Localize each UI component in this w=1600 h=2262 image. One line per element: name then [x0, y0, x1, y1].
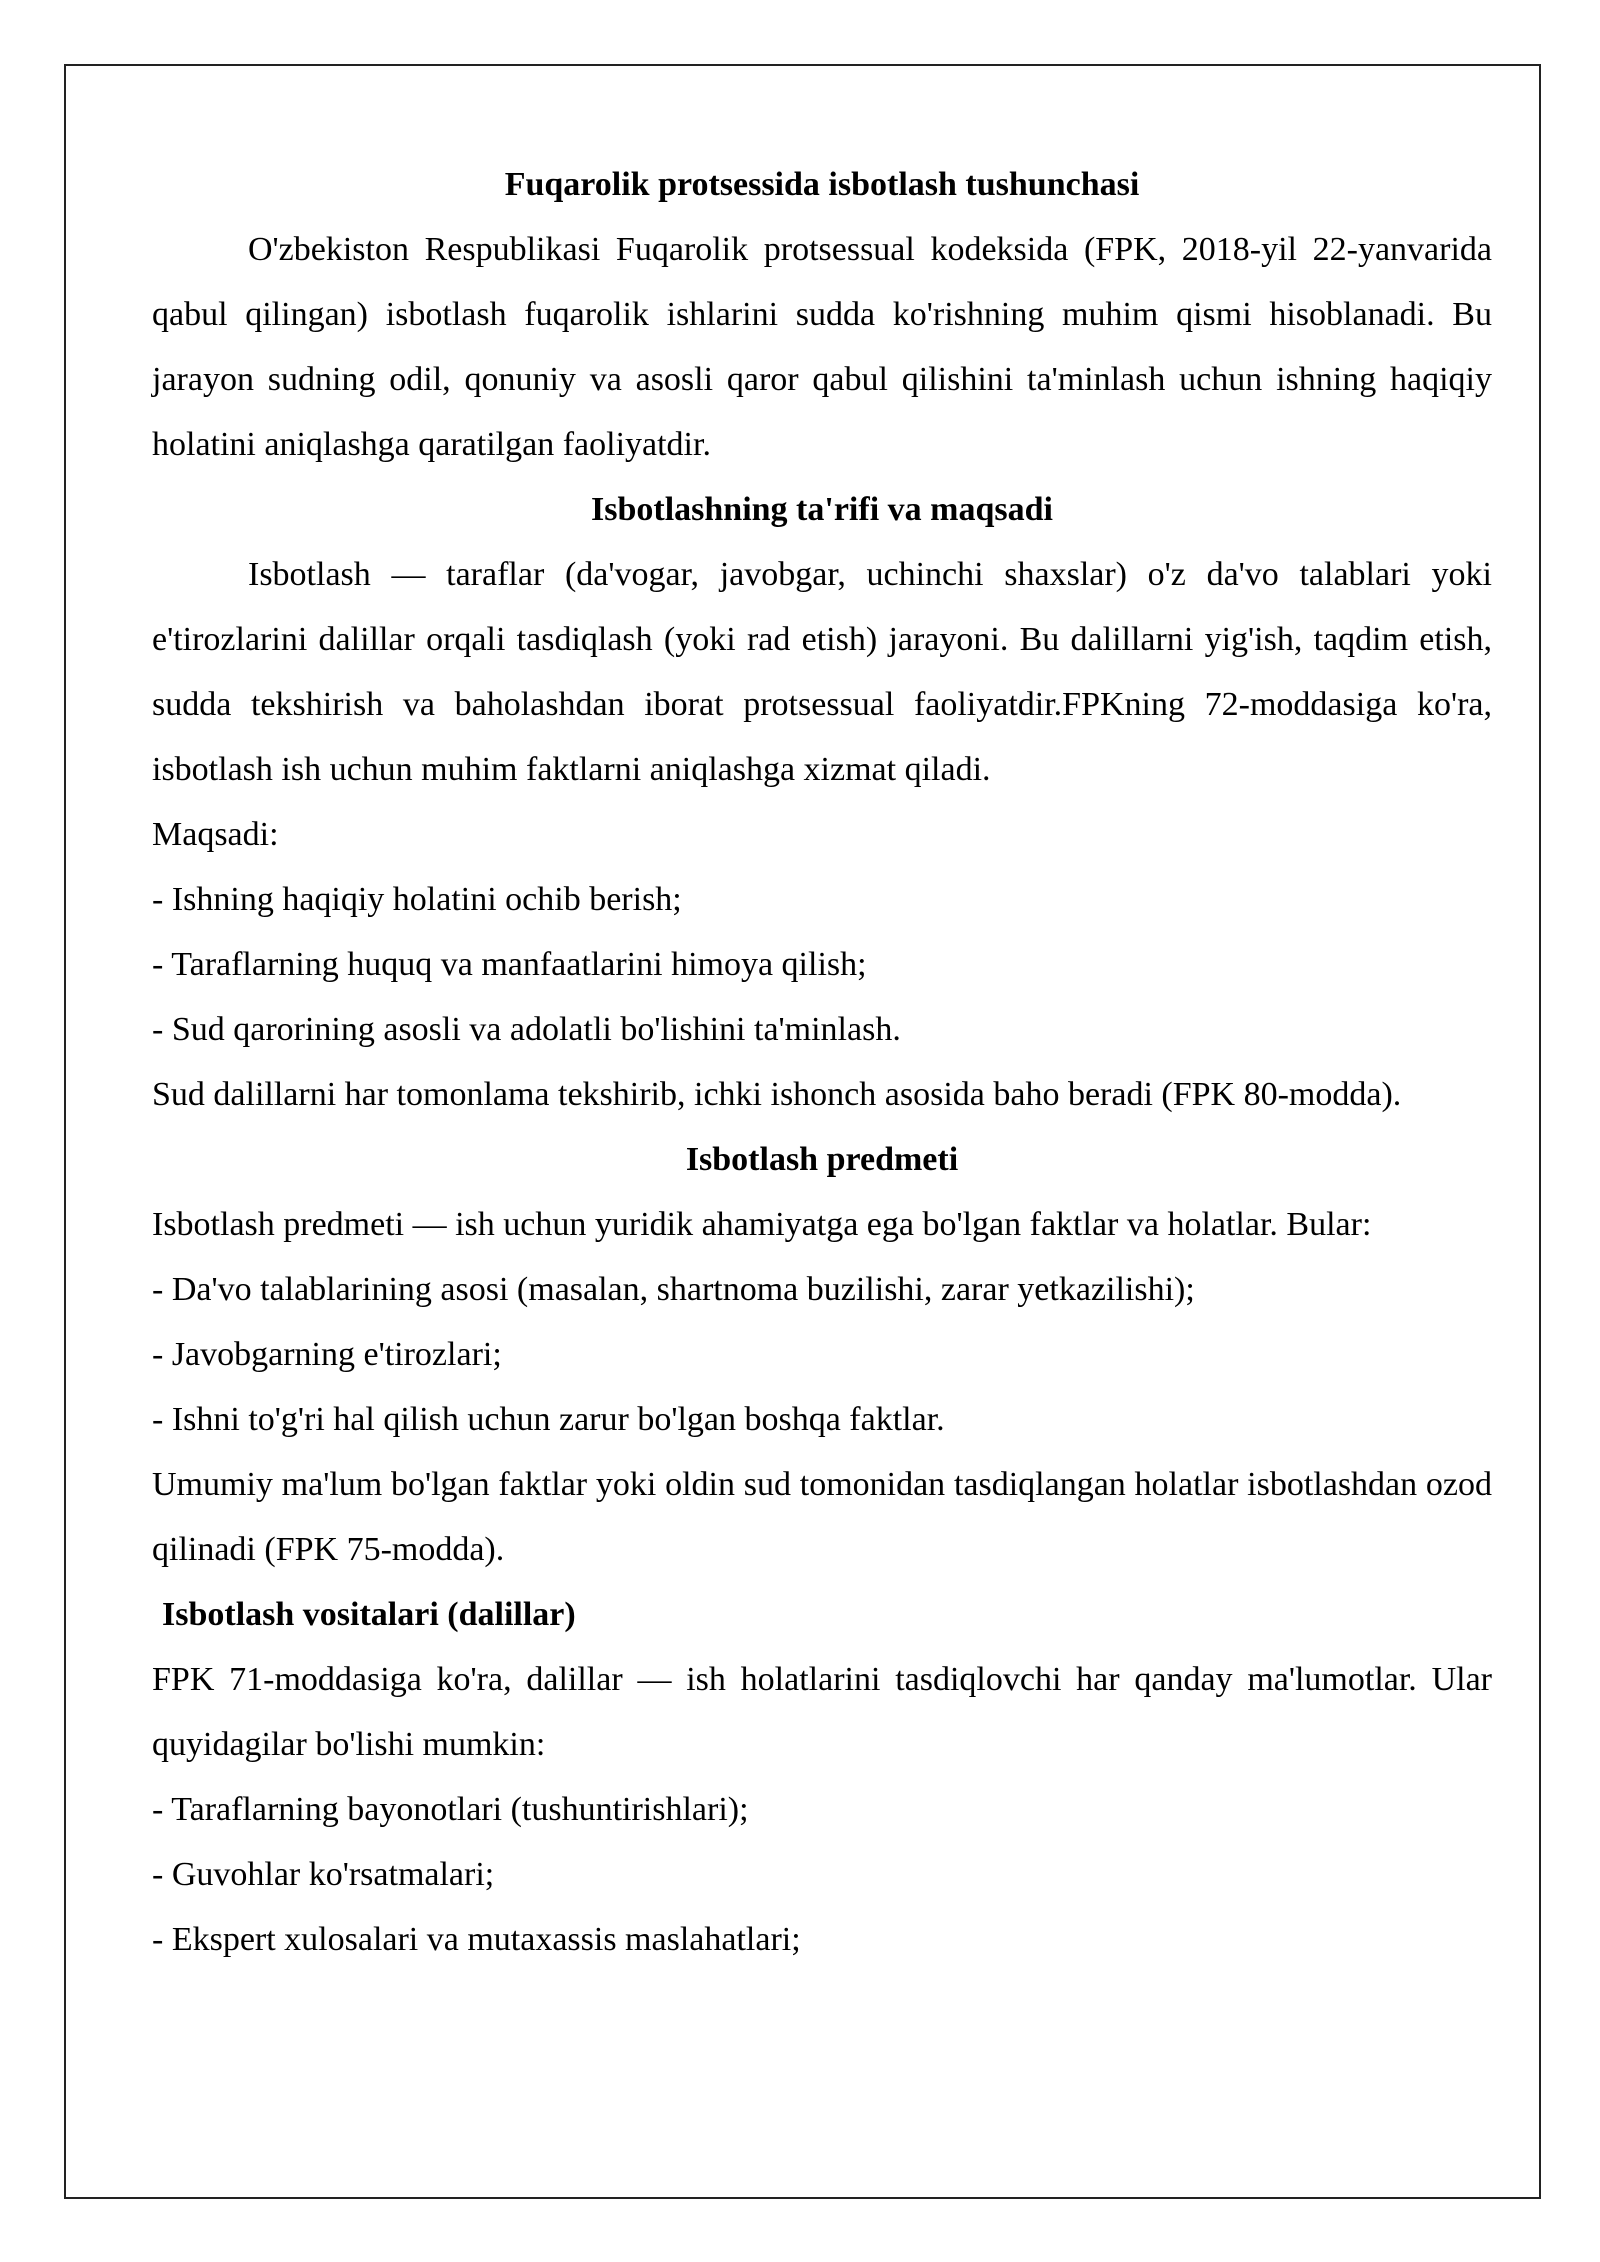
document-body: [152, 152, 1492, 1972]
goal-item: - Sud qarorining asosli va adolatli bo'lishini ta'minlash.: [152, 1011, 901, 1048]
subject-item: - Ishni to'g'ri hal qilish uchun zarur bo'lgan boshqa faktlar.: [152, 1401, 945, 1438]
means-item: - Taraflarning bayonotlari (tushuntirishlari);: [152, 1791, 749, 1828]
paragraph-subject: Isbotlash predmeti — ish uchun yuridik ahamiyatga ega bo'lgan faktlar va holatlar. Bular:: [152, 1206, 1372, 1243]
subject-item: - Da'vo talablarining asosi (masalan, shartnoma buzilishi, zarar yetkazilishi);: [152, 1271, 1195, 1308]
paragraph-intro: O'zbekiston Respublikasi Fuqarolik protsessual kodeksida (FPK, 2018-yil 22-yanvarida qabul qilingan) isbotlash fuqarolik ishlarini sudda ko'rishning muhim qismi hisoblanadi. Bu jarayon sudning odil, qonuniy va asosli qaror qabul qilishini ta'minlash uchun ishning haqiqiy holatini aniqlashga qaratilgan faoliyatdir.: [152, 231, 1492, 463]
heading-concept: Fuqarolik protsessida isbotlash tushunchasi: [504, 166, 1140, 203]
paragraph-definition: Isbotlash — taraflar (da'vogar, javobgar, uchinchi shaxslar) o'z da'vo talablari yoki e'tirozlarini dalillar orqali tasdiqlash (yoki rad etish) jarayoni. Bu dalillarni yig'ish, taqdim etish, sudda tekshirish va baholashdan iborat protsessual faoliyatdir.FPKning 72-moddasiga ko'ra, isbotlash ish uchun muhim faktlarni aniqlashga xizmat qiladi.: [152, 556, 1492, 788]
paragraph-exemption: Umumiy ma'lum bo'lgan faktlar yoki oldin sud tomonidan tasdiqlangan holatlar isbotlashdan ozod qilinadi (FPK 75-modda).: [152, 1466, 1492, 1568]
goals-label: Maqsadi:: [152, 816, 279, 853]
means-item: - Ekspert xulosalari va mutaxassis maslahatlari;: [152, 1921, 801, 1958]
goal-item: - Ishning haqiqiy holatini ochib berish;: [152, 881, 682, 918]
subject-item: - Javobgarning e'tirozlari;: [152, 1336, 502, 1373]
paragraph-evaluation: Sud dalillarni har tomonlama tekshirib, ichki ishonch asosida baho beradi (FPK 80-modda).: [152, 1076, 1402, 1113]
heading-subject: Isbotlash predmeti: [685, 1141, 959, 1178]
heading-definition: Isbotlashning ta'rifi va maqsadi: [591, 491, 1053, 528]
heading-means: Isbotlash vositalari (dalillar): [162, 1596, 576, 1633]
goal-item: - Taraflarning huquq va manfaatlarini himoya qilish;: [152, 946, 867, 983]
means-item: - Guvohlar ko'rsatmalari;: [152, 1856, 495, 1893]
paragraph-means: FPK 71-moddasiga ko'ra, dalillar — ish holatlarini tasdiqlovchi har qanday ma'lumotlar. Ular quyidagilar bo'lishi mumkin:: [152, 1661, 1492, 1763]
